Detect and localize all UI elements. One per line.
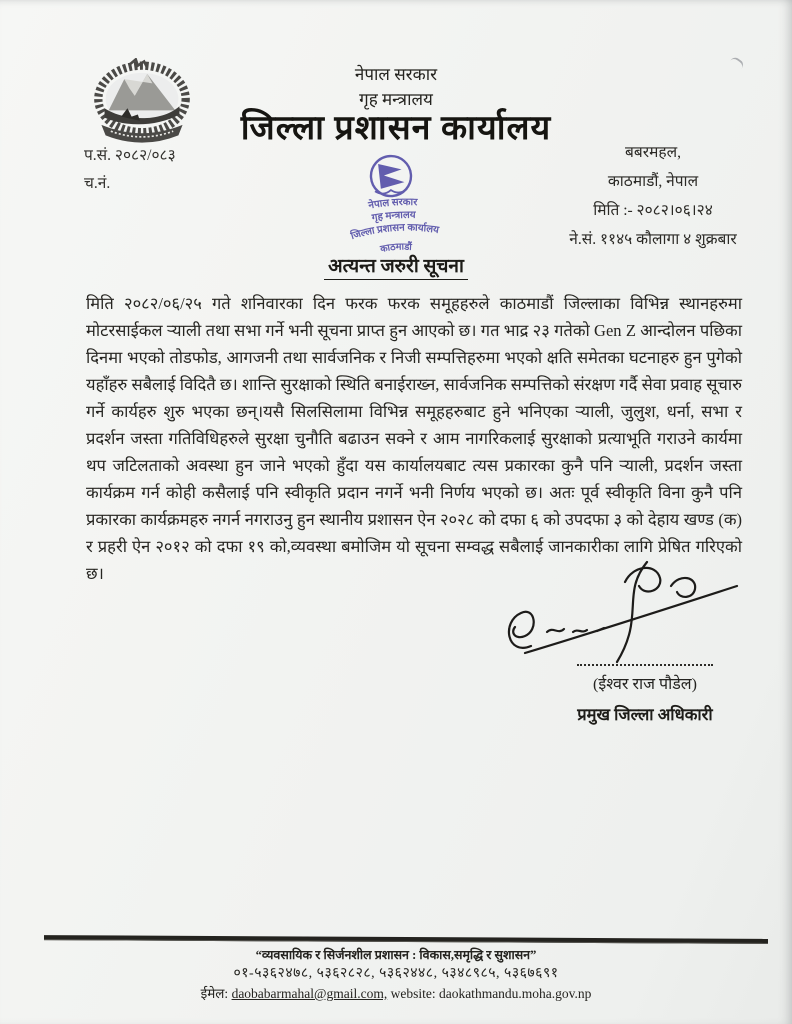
signatory-name: (ईश्वर राज पौडेल) — [593, 676, 697, 693]
svg-text:गृह मन्त्रालय — [370, 209, 418, 224]
footer-contact-line — [0, 984, 792, 1002]
footer-rule — [44, 935, 768, 944]
address-line2: काठमाडौं, नेपाल — [607, 173, 699, 190]
svg-text:जिल्ला प्रशासन कार्यालय — [348, 219, 442, 243]
address-line1: बबरमहल, — [625, 144, 681, 161]
ministry-name: गृह मन्त्रालय — [359, 90, 433, 109]
notice-body: मिति २०८२/०६/२५ गते शनिवारका दिन फरक फरक समूहहरुले काठमाडौं जिल्लाका विभिन्न स्थानहरुमा मोटरसाईकल ऱ्याली तथा सभा गर्ने भनी सूचना प्राप्त हुन आएको छ। गत भाद्र २३ गतेको Gen Z आन्दोलन पछिका दिनमा भएको तोडफोड, आगजनी तथा सार्वजनिक र निजी सम्पत्तिहरुमा भएको क्षति समेतका घटनाहरु हुन पुगेको यहाँहरु सबैलाई विदितै छ। शान्ति सुरक्षाको स्थिति बनाईराख्न, सार्वजनिक सम्पत्तिको संरक्षण गर्दै सेवा प्रवाह सूचारु गर्ने कार्यहरु शुरु भएका छन्।यसै सिलसिलामा विभिन्न समूहहरुबाट हुने भनिएका ऱ्याली, जुलुश, धर्ना, सभा र प्रदर्शन जस्ता गतिविधिहरुले सुरक्षा चुनौति बढाउन सक्ने र आम नागरिकलाई सुरक्षाको प्रत्याभूति गराउने कार्यमा थप जटिलताको अवस्था हुन जाने भएको हुँदा यस कार्यालयबाट त्यस प्रकारका कुनै पनि ऱ्याली, प्रदर्शन जस्ता कार्यक्रम गर्न कोही कसैलाई पनि स्वीकृति प्रदान नगर्ने भनी निर्णय भएको छ। अतः पूर्व स्वीकृति विना कुनै पनि प्रकारका कार्यक्रमहरु नगर्न नगराउनु हुन स्थानीय प्रशासन ऐन २०२८ को दफा ६ को उपदफा ३ को देहाय खण्ड (क) र प्रहरी ऐन २०१२ को दफा १९ को,व्यवस्था बमोजिम यो सूचना सम्वद्ध सबैलाई जानकारीका लागि प्रेषित गरिएको छ। — [86, 294, 742, 583]
reference-number: प.सं. २०८२/०८३ — [84, 147, 176, 164]
email-address: daobabarmahal@gmail.com, — [231, 986, 388, 1001]
stamp-line4: काठमाडौं — [379, 242, 413, 256]
address-date-block — [548, 138, 758, 254]
letterhead — [0, 62, 792, 147]
signature-dotted-line — [577, 648, 713, 666]
reference-block — [84, 142, 176, 198]
stamp-line1: नेपाल सरकार — [367, 196, 418, 212]
website-label: website: — [390, 986, 436, 1001]
nepal-sambat-line: ने.सं. ११४५ कौलागा ४ शुक्रबार — [569, 231, 737, 248]
office-title: जिल्ला प्रशासन कार्यालय — [240, 110, 552, 147]
footer-phone-numbers: ०१-५३६२४७८, ५३६२८२८, ५३६२४४८, ५३४८९८५, ५३६७६९१ — [233, 966, 559, 981]
dispatch-number: च.नं. — [84, 175, 111, 192]
notice-title: अत्यन्त जरुरी सूचना — [0, 252, 792, 278]
website-address: daokathmandu.moha.gov.np — [438, 986, 592, 1001]
office-stamp-icon — [315, 148, 472, 262]
date-line: मिति :- २०८२।०६।२४ — [593, 202, 713, 219]
stamp-line2: गृह मन्त्रालय — [371, 209, 416, 225]
footer-motto: “व्यवसायिक र सिर्जनशील प्रशासन : विकास,समृद्धि र सुशासन” — [255, 948, 537, 962]
stamp-line3: जिल्ला प्रशासन कार्यालय — [349, 222, 440, 243]
signatory-designation: प्रमुख जिल्ला अधिकारी — [577, 705, 713, 724]
government-name: नेपाल सरकार — [354, 65, 438, 84]
email-label: ईमेल: — [200, 986, 229, 1001]
